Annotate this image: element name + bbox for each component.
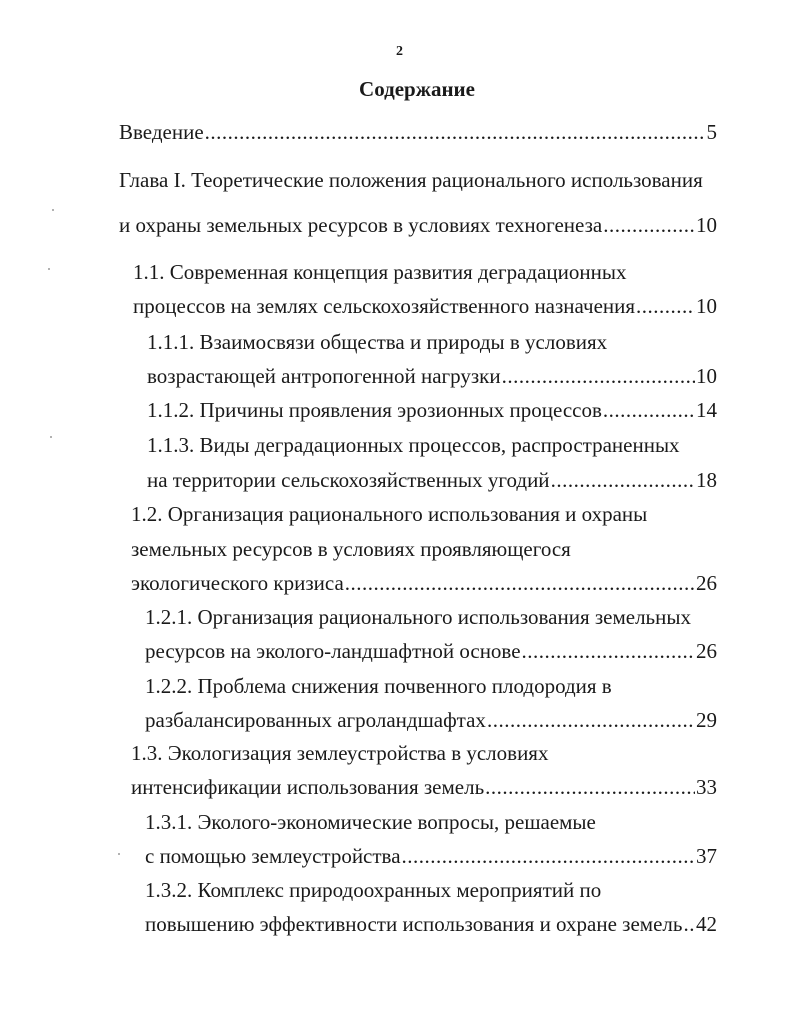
toc-page-number: 14 — [696, 398, 717, 422]
toc-page-number: 37 — [696, 844, 717, 868]
toc-page-number: 26 — [696, 571, 717, 595]
toc-entry-text: Введение — [119, 120, 204, 144]
toc-entry-text: 1.1.2. Причины проявления эрозионных процессов — [147, 398, 602, 422]
toc-entry-1-1-3 — [147, 467, 717, 493]
toc-entry-1-3-1-line-1: 1.3.1. Эколого-экономические вопросы, решаемые — [145, 810, 596, 834]
toc-entry-text: экологического кризиса — [131, 571, 344, 595]
dot-leader — [485, 774, 695, 800]
toc-entry-1-2-1 — [145, 638, 717, 664]
dot-leader — [502, 363, 695, 389]
dot-leader — [487, 707, 695, 733]
toc-entry-1-3-line-1: 1.3. Экологизация землеустройства в условиях — [131, 741, 549, 765]
dot-leader — [683, 911, 695, 937]
toc-entry-text: с помощью землеустройства — [145, 844, 401, 868]
toc-entry-1-3-2 — [145, 911, 717, 937]
toc-entry-introduction — [119, 119, 717, 145]
toc-entry-1-1 — [133, 293, 717, 319]
scan-speck — [52, 209, 54, 211]
toc-entry-text: и охраны земельных ресурсов в условиях техногенеза — [119, 213, 603, 237]
toc-entry-1-3-2-line-1: 1.3.2. Комплекс природоохранных мероприятий по — [145, 878, 602, 902]
toc-page-number: 29 — [696, 708, 717, 732]
toc-page-number: 18 — [696, 468, 717, 492]
toc-entry-1-2 — [131, 570, 717, 596]
toc-entry-1-2-2-line-1: 1.2.2. Проблема снижения почвенного плодородия в — [145, 674, 612, 698]
toc-page-number: 10 — [696, 294, 717, 318]
toc-entry-1-3 — [131, 774, 717, 800]
toc-page-number: 10 — [696, 213, 717, 237]
dot-leader — [603, 397, 695, 423]
toc-entry-chapter-1 — [119, 212, 717, 238]
toc-page-number: 33 — [696, 775, 717, 799]
dot-leader — [522, 638, 695, 664]
toc-entry-1-2-line-1: 1.2. Организация рационального использования и охраны — [131, 502, 648, 526]
toc-entry-text: повышению эффективности использования и охране земель — [145, 912, 683, 936]
dot-leader — [402, 843, 695, 869]
toc-entry-1-1-line-1: 1.1. Современная концепция развития деградационных — [133, 260, 627, 284]
scan-speck — [50, 436, 52, 438]
toc-entry-chapter-1-line-1: Глава I. Теоретические положения рационального использования — [119, 168, 703, 192]
dot-leader — [551, 467, 695, 493]
toc-entry-text: интенсификации использования земель — [131, 775, 485, 799]
toc-entry-1-2-line-2: земельных ресурсов в условиях проявляющегося — [131, 537, 571, 561]
page-number: 2 — [396, 44, 403, 59]
scan-speck — [118, 853, 120, 855]
toc-entry-text: возрастающей антропогенной нагрузки — [147, 364, 501, 388]
toc-entry-1-1-2 — [147, 397, 717, 423]
toc-entry-1-3-1 — [145, 843, 717, 869]
dot-leader — [345, 570, 695, 596]
dot-leader — [636, 293, 695, 319]
page-title: Содержание — [359, 77, 475, 101]
toc-entry-text: процессов на землях сельскохозяйственного назначения — [133, 294, 636, 318]
toc-entry-text: разбалансированных агроландшафтах — [145, 708, 486, 732]
toc-page-number: 26 — [696, 639, 717, 663]
toc-entry-1-1-3-line-1: 1.1.3. Виды деградационных процессов, распространенных — [147, 433, 680, 457]
toc-entry-text: ресурсов на эколого-ландшафтной основе — [145, 639, 521, 663]
toc-entry-1-1-1-line-1: 1.1.1. Взаимосвязи общества и природы в условиях — [147, 330, 608, 354]
toc-entry-1-2-2 — [145, 707, 717, 733]
toc-page-number: 5 — [706, 120, 717, 144]
dot-leader — [205, 119, 706, 145]
toc-entry-1-2-1-line-1: 1.2.1. Организация рационального использования земельных — [145, 605, 691, 629]
dot-leader — [603, 212, 695, 238]
toc-page-number: 42 — [696, 912, 717, 936]
scan-speck — [48, 268, 50, 270]
toc-page-number: 10 — [696, 364, 717, 388]
toc-entry-text: на территории сельскохозяйственных угодий — [147, 468, 550, 492]
toc-entry-1-1-1 — [147, 363, 717, 389]
